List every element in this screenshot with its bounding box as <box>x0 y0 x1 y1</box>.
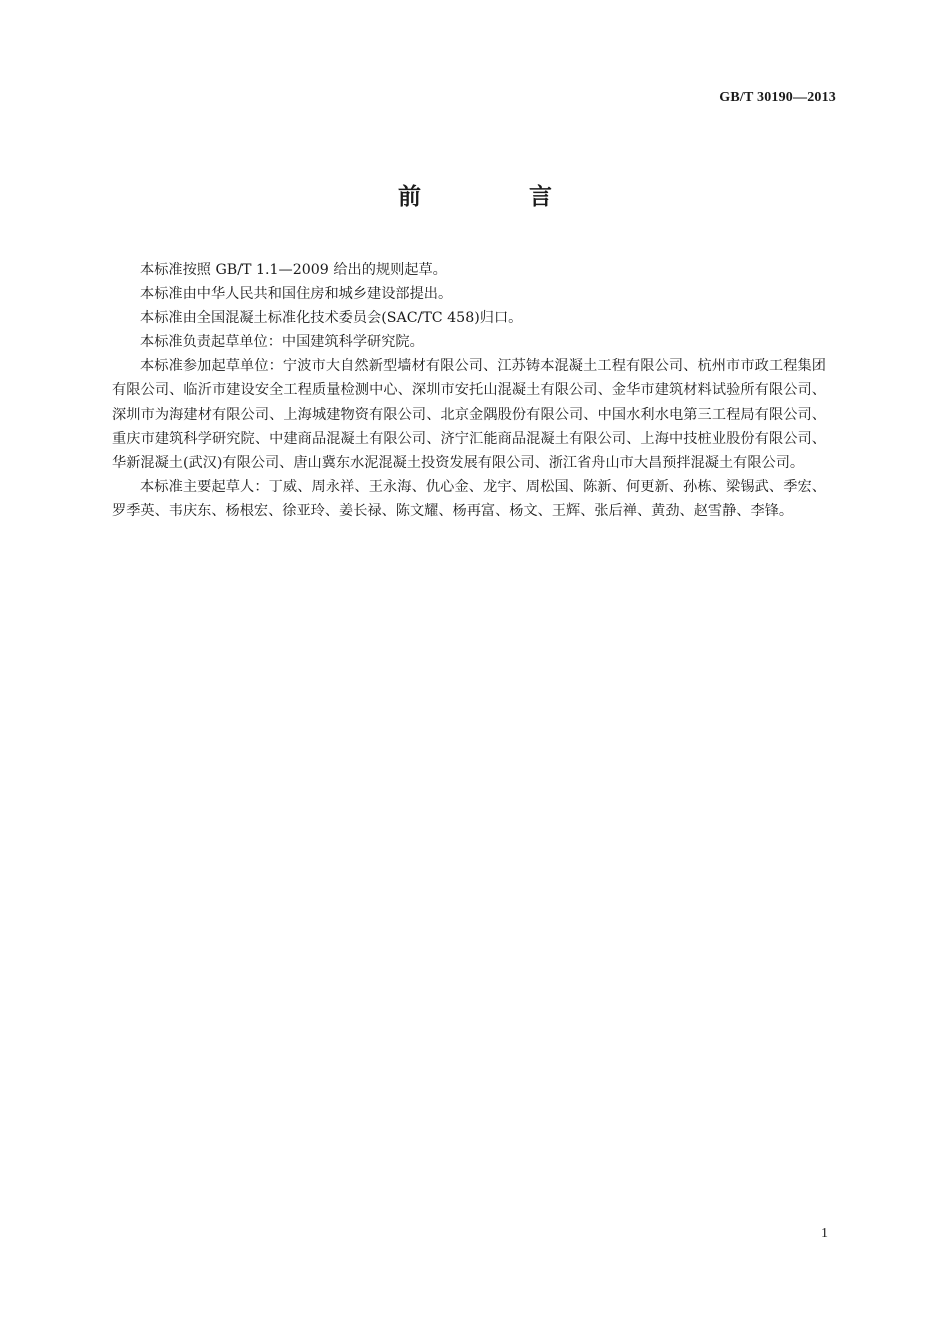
page-title: 前 言 <box>397 183 602 210</box>
paragraph-main-drafters: 本标准主要起草人：丁威、周永祥、王永海、仇心金、龙宇、周松国、陈新、何更新、孙栋、梁锡武、季宏、罗季英、韦庆东、杨根宏、徐亚玲、姜长禄、陈文耀、杨再富、杨文、王辉、张后禅、黄劲、赵雪静、李锋。 <box>112 478 826 519</box>
paragraph-drafting-rules: 本标准按照 GB/T 1.1—2009 给出的规则起草。 <box>140 262 447 278</box>
page-number: 1 <box>821 1226 828 1241</box>
document-body <box>112 258 826 523</box>
paragraph-proposer: 本标准由中华人民共和国住房和城乡建设部提出。 <box>140 286 453 303</box>
paragraph-technical-committee: 本标准由全国混凝土标准化技术委员会(SAC/TC 458)归口。 <box>140 310 523 327</box>
standard-code: GB/T 30190—2013 <box>719 90 836 105</box>
paragraph-participating-units: 本标准参加起草单位：宁波市大自然新型墙材有限公司、江苏铸本混凝土工程有限公司、杭州市市政工程集团有限公司、临沂市建设安全工程质量检测中心、深圳市安托山混凝土有限公司、金华市建筑材料试验所有限公司、深圳市为海建材有限公司、上海城建物资有限公司、北京金隅股份有限公司、中国水利水电第三工程局有限公司、重庆市建筑科学研究院、中建商品混凝土有限公司、济宁汇能商品混凝土有限公司、上海中技桩业股份有限公司、华新混凝土(武汉)有限公司、唐山冀东水泥混凝土投资发展有限公司、浙江省舟山市大昌预拌混凝土有限公司。 <box>112 358 826 471</box>
paragraph-lead-drafter: 本标准负责起草单位：中国建筑科学研究院。 <box>140 334 424 351</box>
